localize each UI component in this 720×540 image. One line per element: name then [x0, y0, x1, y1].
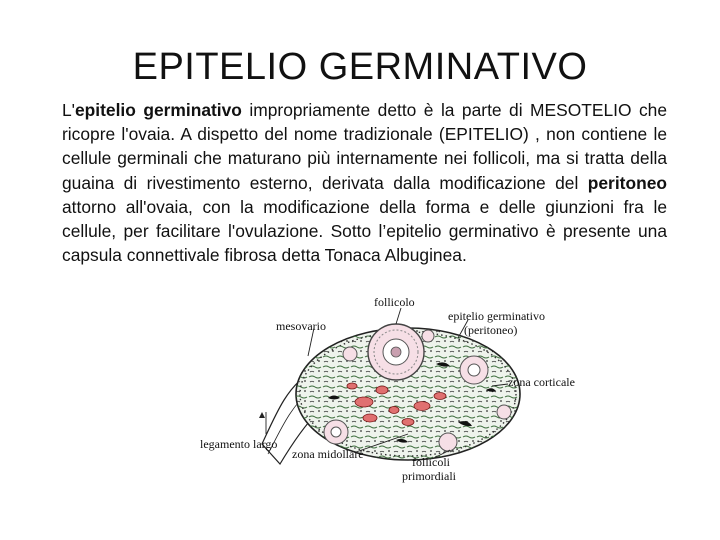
ovary-diagram — [196, 294, 592, 490]
arrow-up-icon — [259, 412, 265, 418]
para-bold-epitelio: epitelio germinativo — [75, 100, 242, 120]
ovary-illustration — [196, 294, 592, 490]
label-zona-corticale: zona corticale — [508, 375, 575, 389]
para-bold-peritoneo: peritoneo — [587, 172, 667, 193]
body-paragraph — [62, 98, 667, 267]
para-text-1: L' — [62, 100, 75, 120]
label-primordiali: primordiali — [402, 469, 456, 483]
label-peritoneo: (peritoneo) — [464, 323, 518, 337]
para-text-3: attorno all'ovaia, con la modificazione della forma e delle giunzioni fra le cellule, per facilitare l'ovulazione. Sotto l’epitelio germinativo è presente una capsula connettivale fibrosa detta Tonaca Albuginea. — [62, 196, 667, 266]
label-mesovario: mesovario — [276, 319, 326, 333]
para-text-2: impropriamente detto è la parte di MESOTELIO che ricopre l'ovaia. A dispetto del nome tradizionale (EPITELIO) , non contiene le cellule germinali che maturano più internamente nei follicoli, ma si tratta della guaina di rivestimento esterno, derivata dalla modificazione del — [62, 100, 667, 193]
slide-title: EPITELIO GERMINATIVO — [132, 46, 588, 88]
label-legamento-largo: legamento largo — [200, 437, 278, 451]
label-follicoli: follicoli — [412, 455, 450, 469]
label-follicolo: follicolo — [374, 295, 415, 309]
label-zona-midollare: zona midollare — [292, 447, 364, 461]
label-epitelio-germinativo: epitelio germinativo — [448, 309, 545, 323]
follicle — [368, 324, 424, 380]
